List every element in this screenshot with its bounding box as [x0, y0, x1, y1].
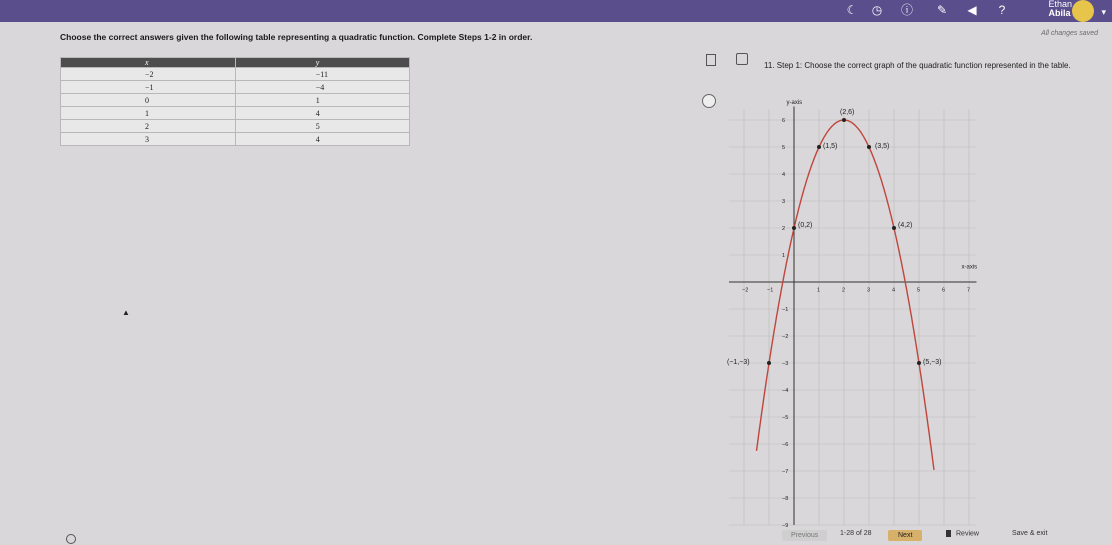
table-row	[61, 120, 410, 133]
x-tick-label: −1	[767, 287, 774, 294]
table-cell: 5	[235, 120, 409, 133]
data-point	[792, 226, 796, 230]
point-label: (3,5)	[875, 143, 890, 150]
x-tick-label: 5	[917, 287, 921, 294]
y-tick-label: −7	[782, 469, 789, 475]
highlighter-icon[interactable]: ✎	[936, 3, 948, 17]
data-point	[842, 118, 846, 122]
user-name: Ethan Abila	[1048, 0, 1072, 18]
y-tick-label: −6	[782, 442, 789, 448]
save-exit-button[interactable]: Save & exit	[1012, 530, 1048, 537]
page-indicator[interactable]: 1-28 of 28	[840, 530, 872, 537]
review-button[interactable]: Review	[946, 530, 979, 537]
data-table	[60, 57, 410, 146]
question-number: 11.	[764, 61, 775, 70]
y-tick-label: −9	[782, 523, 789, 529]
y-tick-label: −8	[782, 496, 789, 502]
previous-button[interactable]: Previous	[782, 530, 827, 541]
table-cell: 4	[235, 133, 409, 146]
table-cell: −1	[61, 81, 236, 94]
y-tick-label: 1	[782, 253, 786, 259]
table-cell: −4	[235, 81, 409, 94]
help-icon[interactable]: ?	[998, 3, 1006, 17]
y-tick-label: −1	[782, 307, 789, 313]
table-row	[61, 94, 410, 107]
y-tick-label: 5	[782, 145, 786, 151]
table-header-row	[61, 58, 410, 68]
question-body: Step 1: Choose the correct graph of the quadratic function represented in the table.	[776, 61, 1071, 70]
point-label: (1,5)	[823, 143, 838, 150]
point-label: (2,6)	[840, 109, 855, 116]
moon-icon[interactable]: ☾	[846, 3, 858, 17]
table-cell: 1	[235, 94, 409, 107]
x-tick-label: 2	[842, 287, 846, 294]
table-cell: 1	[61, 107, 236, 120]
point-label: (−1,−3)	[727, 359, 750, 366]
menu-icon[interactable]: ▾	[1101, 7, 1106, 17]
table-header-x: x	[61, 58, 236, 68]
flag-icon[interactable]	[736, 53, 748, 65]
save-status: All changes saved	[1041, 30, 1098, 37]
y-axis-label: y-axis	[786, 99, 803, 106]
help-circle-icon[interactable]	[66, 534, 76, 544]
table-cell: 4	[235, 107, 409, 120]
table-cell: 2	[61, 120, 236, 133]
data-point	[892, 226, 896, 230]
top-bar	[0, 0, 1112, 22]
avatar[interactable]	[1072, 0, 1094, 22]
table-cell: −2	[61, 68, 236, 81]
y-tick-label: −3	[782, 361, 789, 367]
point-label: (4,2)	[898, 222, 913, 229]
table-row	[61, 68, 410, 81]
data-point	[867, 145, 871, 149]
x-tick-label: 1	[817, 287, 821, 294]
y-tick-label: 2	[782, 226, 786, 232]
y-tick-label: 3	[782, 199, 786, 205]
instruction-text: Choose the correct answers given the following table representing a quadratic function. Complete Steps 1-2 in order.	[60, 32, 533, 42]
bookmark-icon[interactable]	[706, 54, 716, 66]
y-tick-label: −2	[782, 334, 789, 340]
table-cell: 3	[61, 133, 236, 146]
quadratic-graph	[714, 96, 994, 529]
question-text	[764, 60, 1104, 71]
table-cell: −11	[235, 68, 409, 81]
next-button[interactable]: Next	[888, 530, 922, 541]
x-tick-label: 3	[867, 287, 871, 294]
x-tick-label: 7	[967, 287, 971, 294]
y-tick-label: −4	[782, 388, 789, 394]
y-tick-label: 6	[782, 118, 786, 124]
point-label: (0,2)	[798, 222, 813, 229]
data-point	[767, 361, 771, 365]
point-label: (5,−3)	[923, 359, 942, 366]
mouse-cursor-icon: ▲	[122, 308, 130, 317]
table-header-y: y	[235, 58, 409, 68]
x-tick-label: −2	[742, 287, 749, 294]
data-point	[917, 361, 921, 365]
x-axis-label: x-axis	[961, 264, 978, 271]
y-tick-label: 4	[782, 172, 786, 178]
table-row	[61, 107, 410, 120]
table-row	[61, 133, 410, 146]
table-row	[61, 81, 410, 94]
y-tick-label: −5	[782, 415, 789, 421]
info-icon[interactable]: ⓘ	[900, 3, 913, 17]
speaker-icon[interactable]: ◀	[967, 3, 977, 17]
table-cell: 0	[61, 94, 236, 107]
timer-icon[interactable]: ◷	[871, 3, 883, 17]
x-tick-label: 6	[942, 287, 946, 294]
x-tick-label: 4	[892, 287, 896, 294]
data-point	[817, 145, 821, 149]
